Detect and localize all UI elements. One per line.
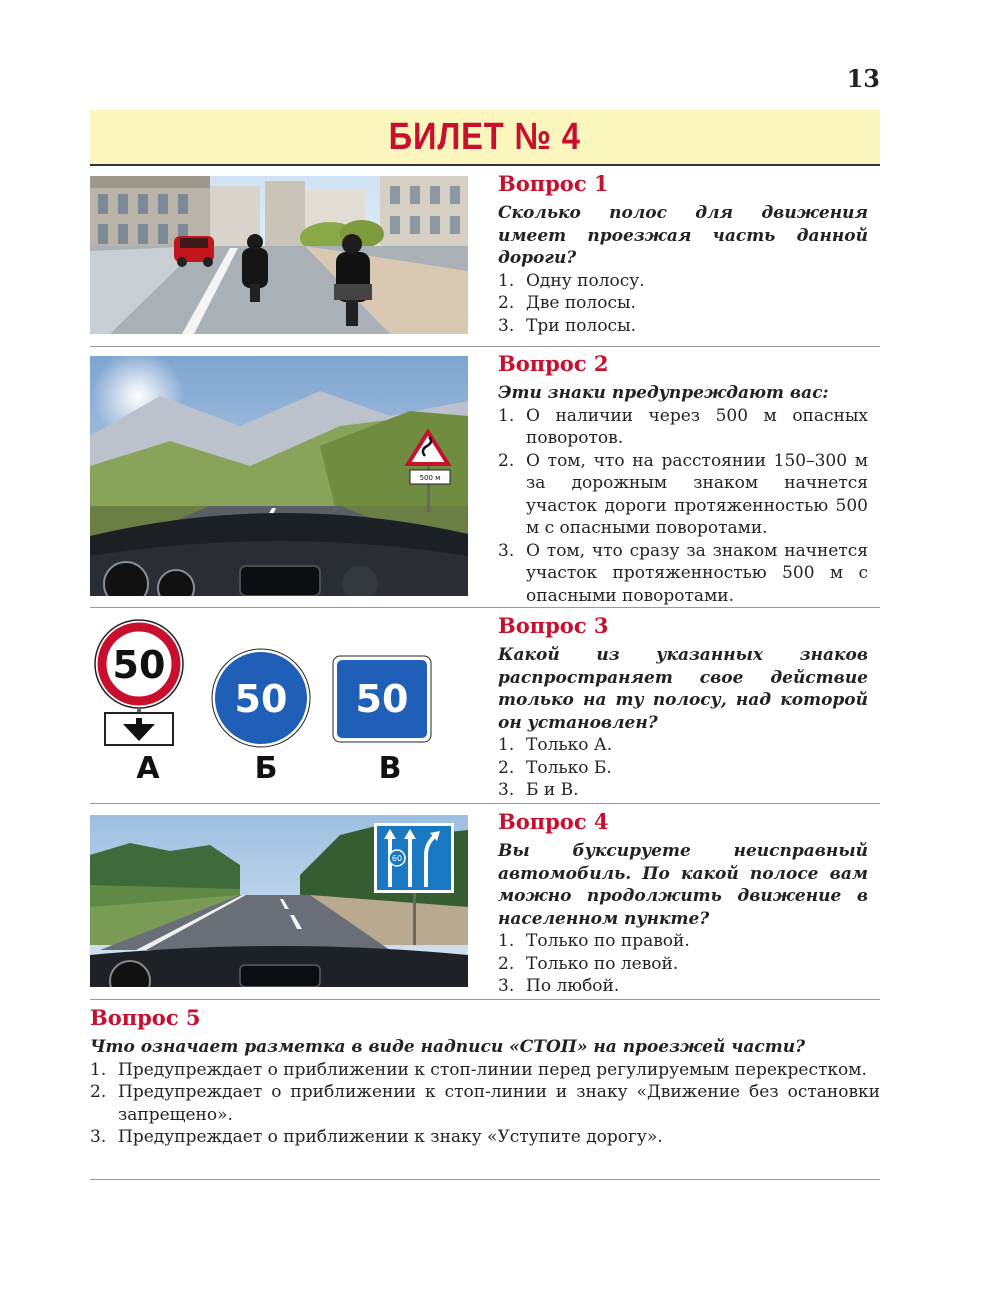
answer-number: 2. [498, 450, 515, 471]
question-5-heading: Вопрос 5 [90, 1005, 201, 1030]
answer-number: 1. [498, 405, 515, 426]
question-2 [498, 352, 868, 607]
answer-text: Предупреждает о приближении к знаку «Уступите дорогу». [118, 1127, 663, 1147]
section-divider [90, 346, 880, 347]
answer-text: По любой. [526, 976, 620, 996]
sign-b-letter: Б [254, 751, 278, 786]
answer-text: Предупреждает о приближении к стоп-линии перед регулируемым перекрестком. [118, 1059, 867, 1080]
answer-text: Б и В. [526, 780, 579, 800]
answer-text: Только по левой. [526, 953, 679, 974]
answer-text: Две полосы. [526, 293, 636, 313]
answer-option[interactable] [498, 540, 868, 608]
question-1-text: Сколько полос для движения имеет проезжая часть данной дороги? [498, 203, 868, 268]
answer-option[interactable] [498, 975, 868, 998]
question-3 [498, 614, 868, 802]
question-2-image [90, 356, 468, 596]
answer-number: 2. [498, 757, 515, 778]
sign-v-letter: В [378, 751, 402, 786]
answer-option[interactable] [498, 953, 868, 976]
answer-option[interactable] [90, 1059, 880, 1082]
question-1-answers [498, 270, 868, 338]
sign-a-value: 50 [112, 643, 166, 687]
sign-b-value: 50 [234, 677, 288, 721]
answer-option[interactable] [498, 270, 868, 293]
sign-v-value: 50 [355, 677, 409, 721]
question-4-text: Вы буксируете неисправный автомобиль. По какой полосе вам можно продолжить движение в населенном пункте? [498, 841, 868, 929]
answer-option[interactable] [498, 930, 868, 953]
section-divider [90, 607, 880, 608]
answer-number: 1. [498, 270, 515, 291]
question-3-text: Какой из указанных знаков распространяет свое действие только на ту полосу, над которой он установлен? [498, 645, 868, 733]
section-divider [90, 999, 880, 1000]
answer-text: О том, что сразу за знаком начнется участок протяженностью 500 м с опасными поворотами. [526, 540, 868, 606]
question-2-text: Эти знаки предупреждают вас: [498, 383, 829, 403]
ticket-title: БИЛЕТ № 4 [388, 115, 582, 158]
question-3-heading: Вопрос 3 [498, 613, 609, 638]
answer-option[interactable] [498, 405, 868, 450]
answer-text: Только по правой. [526, 931, 690, 951]
answer-number: 3. [498, 976, 515, 996]
answer-number: 3. [90, 1127, 107, 1147]
answer-option[interactable] [90, 1126, 880, 1149]
section-divider [90, 1179, 880, 1180]
question-4-image [90, 815, 468, 987]
answer-text: Предупреждает о приближении к стоп-линии и знаку «Движение без остановки запрещено». [118, 1082, 880, 1125]
question-5-answers [90, 1059, 880, 1149]
answer-text: О том, что на расстоянии 150–300 м за дорожным знаком начнется участок дороги протяженностью 500 м с опасными поворотами. [526, 450, 868, 538]
section-divider [90, 803, 880, 804]
page-number: 13 [846, 64, 880, 93]
answer-number: 2. [498, 953, 515, 974]
question-5 [90, 1006, 880, 1149]
answer-text: Три полосы. [526, 315, 637, 336]
sign-v [333, 656, 431, 786]
sign-b [212, 649, 310, 786]
answer-option[interactable] [498, 734, 868, 757]
answer-option[interactable] [498, 292, 868, 315]
question-4 [498, 810, 868, 998]
answer-option[interactable] [498, 757, 868, 780]
question-3-signs [90, 616, 468, 792]
answer-option[interactable] [90, 1081, 880, 1126]
question-1 [498, 172, 868, 337]
ticket-title-band [90, 110, 880, 166]
question-4-heading: Вопрос 4 [498, 809, 609, 834]
answer-number: 1. [498, 735, 515, 755]
answer-number: 3. [498, 540, 515, 561]
answer-text: О наличии через 500 м опасных поворотов. [526, 405, 868, 448]
answer-number: 2. [498, 293, 515, 313]
answer-number: 1. [498, 931, 515, 951]
question-3-answers [498, 734, 868, 802]
question-5-text: Что означает разметка в виде надписи «СТОП» на проезжей части? [90, 1037, 806, 1057]
answer-option[interactable] [498, 450, 868, 540]
question-2-answers [498, 405, 868, 608]
question-1-heading: Вопрос 1 [498, 171, 609, 196]
answer-text: Только Б. [526, 757, 612, 778]
answer-number: 1. [90, 1059, 107, 1080]
distance-plate-text: 500 м [419, 474, 441, 482]
sign-60-value: 60 [391, 854, 403, 863]
answer-number: 2. [90, 1082, 107, 1102]
answer-number: 3. [498, 315, 515, 336]
question-2-heading: Вопрос 2 [498, 351, 609, 376]
answer-text: Одну полосу. [526, 270, 645, 291]
sign-a [95, 620, 183, 786]
sign-a-letter: А [136, 751, 160, 786]
answer-option[interactable] [498, 315, 868, 338]
question-4-answers [498, 930, 868, 998]
question-1-image [90, 176, 468, 334]
answer-option[interactable] [498, 779, 868, 802]
answer-text: Только А. [526, 735, 613, 755]
answer-number: 3. [498, 780, 515, 800]
